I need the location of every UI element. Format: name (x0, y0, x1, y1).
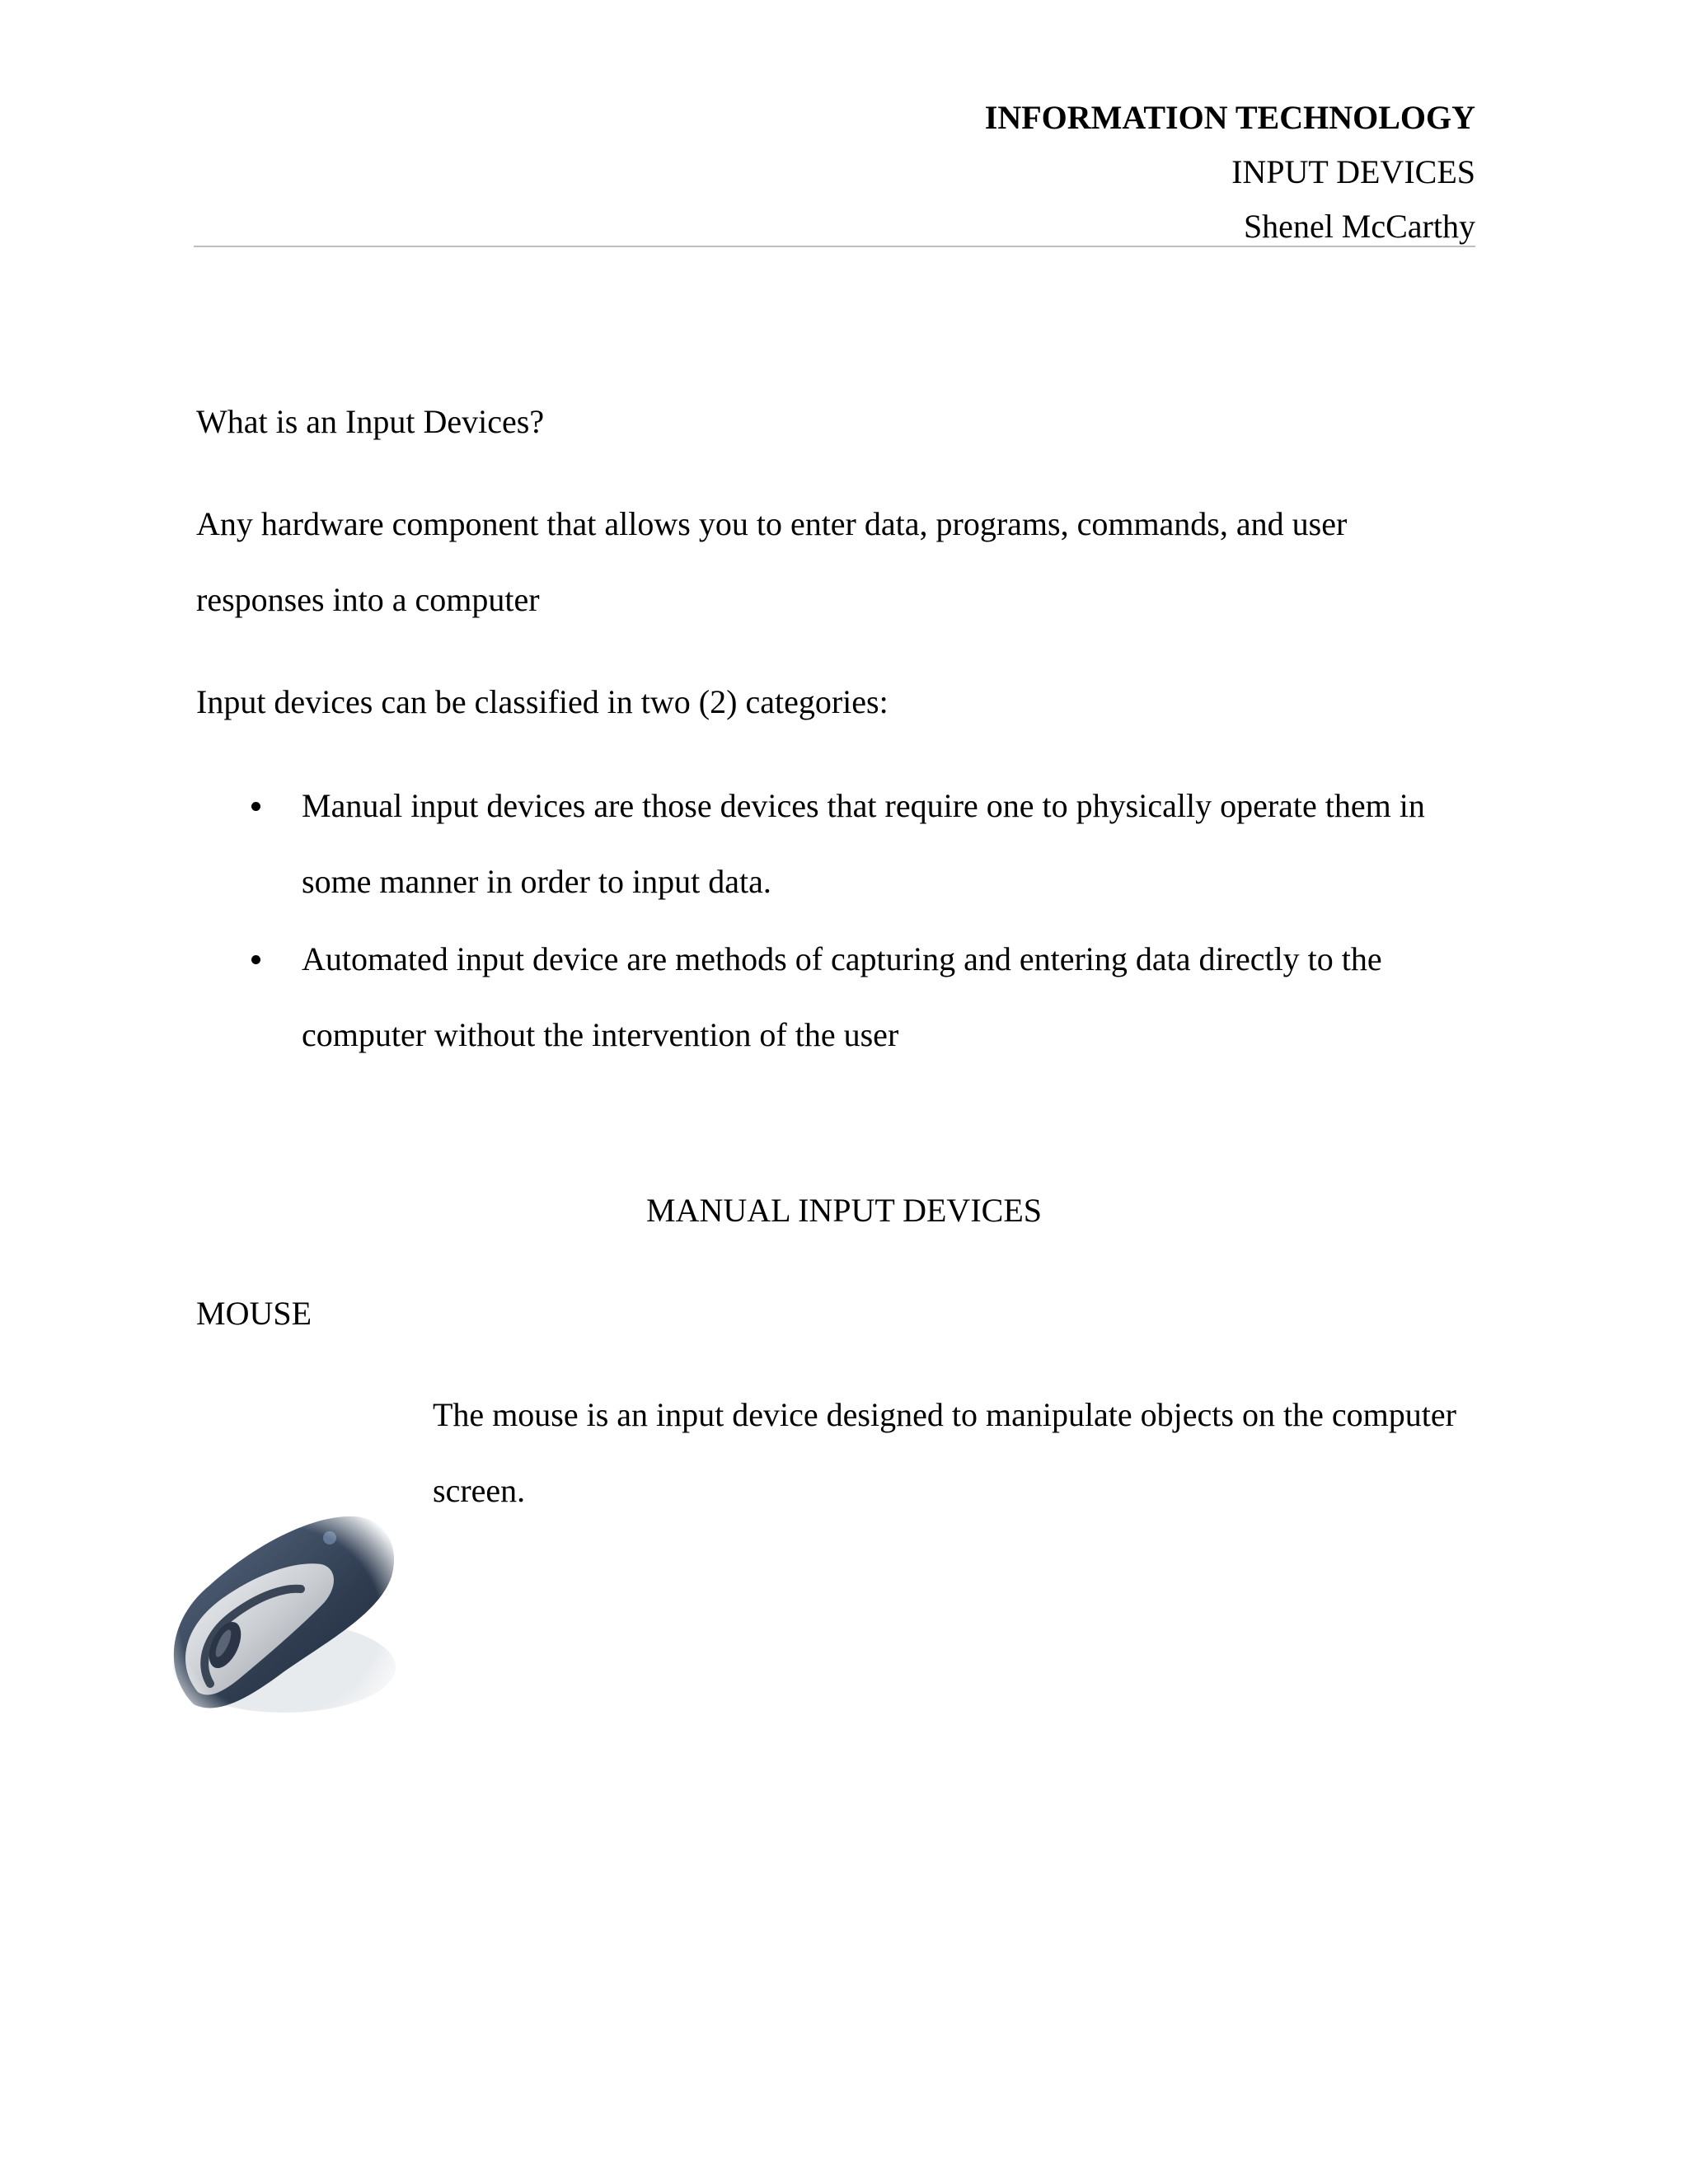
section-heading: MANUAL INPUT DEVICES (646, 1192, 1042, 1229)
list-item-line: Manual input devices are those devices that require one to physically operate them in (302, 787, 1425, 824)
mouse-description-line: screen. (433, 1472, 526, 1509)
topic-title: INPUT DEVICES (1231, 153, 1475, 190)
list-item-line: computer without the intervention of the user (302, 1016, 899, 1053)
page-header (194, 91, 1475, 254)
computer-mouse-icon (161, 1498, 400, 1721)
bullet-icon (251, 955, 260, 964)
mouse-description-line: The mouse is an input device designed to manipulate objects on the computer (433, 1396, 1456, 1433)
list-item-line: Automated input device are methods of capturing and entering data directly to the (302, 940, 1382, 977)
category-list (196, 768, 1449, 1075)
mouse-heading: MOUSE (196, 1295, 312, 1332)
definition-line: Any hardware component that allows you to enter data, programs, commands, and user (196, 505, 1348, 542)
author-name: Shenel McCarthy (1243, 208, 1475, 245)
list-item (196, 768, 1449, 920)
bullet-icon (251, 802, 260, 811)
list-item-line: some manner in order to input data. (302, 863, 771, 900)
definition-line: responses into a computer (196, 581, 540, 618)
mouse-description (433, 1377, 1471, 1529)
list-item (196, 921, 1449, 1073)
definition-paragraph (196, 486, 1347, 638)
intro-question: What is an Input Devices? (196, 403, 545, 440)
course-title: INFORMATION TECHNOLOGY (984, 99, 1475, 136)
classification-text: Input devices can be classified in two (2) categories: (196, 683, 889, 720)
header-divider (194, 246, 1475, 247)
